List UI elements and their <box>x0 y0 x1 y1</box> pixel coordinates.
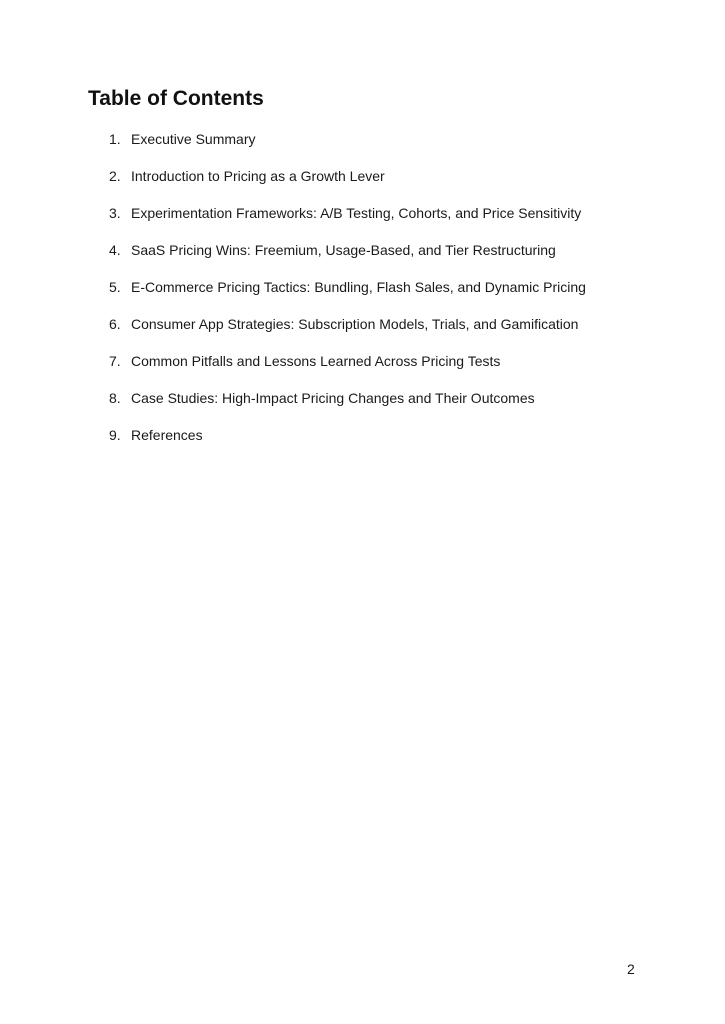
toc-item-number: 8. <box>109 390 121 406</box>
toc-item-label: Case Studies: High-Impact Pricing Changes and Their Outcomes <box>131 390 535 406</box>
toc-item-number: 1. <box>109 131 121 147</box>
toc-item-number: 6. <box>109 316 121 332</box>
toc-item-label: Consumer App Strategies: Subscription Models, Trials, and Gamification <box>131 316 579 332</box>
toc-item-number: 4. <box>109 242 121 258</box>
toc-item-label: Experimentation Frameworks: A/B Testing, Cohorts, and Price Sensitivity <box>131 205 582 221</box>
toc-item-number: 5. <box>109 279 121 295</box>
toc-item-number: 7. <box>109 353 121 369</box>
toc-item-label: Introduction to Pricing as a Growth Lever <box>131 168 385 184</box>
toc-item-label: Common Pitfalls and Lessons Learned Across Pricing Tests <box>131 353 501 369</box>
toc-item-label: E-Commerce Pricing Tactics: Bundling, Flash Sales, and Dynamic Pricing <box>131 279 586 295</box>
toc-item-label: SaaS Pricing Wins: Freemium, Usage-Based, and Tier Restructuring <box>131 242 556 258</box>
toc-item-label: References <box>131 427 203 443</box>
page-title: Table of Contents <box>88 87 264 110</box>
toc-item-number: 2. <box>109 168 121 184</box>
toc-item-label: Executive Summary <box>131 131 256 147</box>
toc-item-number: 3. <box>109 205 121 221</box>
toc-item-number: 9. <box>109 427 121 443</box>
page-number: 2 <box>627 961 635 977</box>
